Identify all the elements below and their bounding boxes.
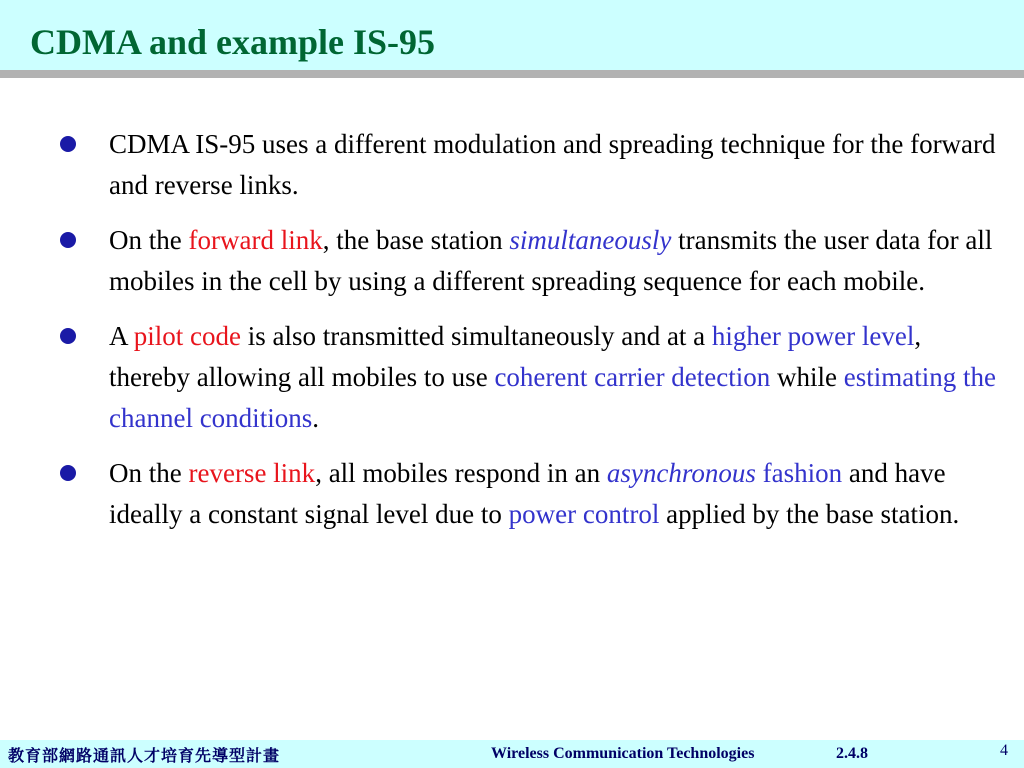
footer-course-title: Wireless Communication Technologies (491, 745, 755, 762)
text-segment: is also transmitted simultaneously and at a (241, 321, 712, 351)
highlight-estimating-channel-conditions: estimating the channel conditions (109, 362, 996, 433)
bullet-item (60, 453, 1000, 535)
bullet-text (109, 321, 996, 433)
bullet-item (60, 316, 1000, 439)
bullet-dot-icon (60, 328, 76, 344)
bullet-list (60, 124, 1000, 549)
bullet-text (109, 458, 959, 529)
page-number: 4 (1000, 742, 1008, 759)
highlight-higher-power-level: higher power level (711, 321, 915, 351)
text-segment: , all mobiles respond in an (315, 458, 607, 488)
highlight-reverse-link: reverse link (188, 458, 316, 488)
bullet-item (60, 220, 1000, 302)
slide-title: CDMA and example IS-95 (30, 22, 436, 62)
highlight-power-control: power control (508, 499, 660, 529)
bullet-item (60, 124, 1000, 206)
highlight-pilot-code: pilot code (133, 321, 241, 351)
text-segment: On the (109, 225, 189, 255)
text-segment: and have ideally a constant signal level due to (109, 458, 946, 529)
text-segment: while (770, 362, 844, 392)
text-segment: applied by the base station. (659, 499, 960, 529)
text-segment: A (109, 321, 134, 351)
highlight-asynchronous: asynchronous (606, 458, 756, 488)
highlight-coherent-carrier-detection: coherent carrier detection (494, 362, 771, 392)
bullet-dot-icon (60, 465, 76, 481)
bullet-dot-icon (60, 232, 76, 248)
text-segment: On the (109, 458, 189, 488)
text-segment: , thereby allowing all mobiles to use (109, 321, 922, 392)
bullet-text (109, 225, 992, 296)
footer-program-name: 教育部網路通訊人才培育先導型計畫 (8, 748, 281, 765)
bullet-text (109, 129, 996, 200)
footer-version: 2.4.8 (836, 745, 868, 762)
title-divider (0, 70, 1024, 78)
text-segment: CDMA IS-95 uses a different modulation and spreading technique for the forward and reverse links. (109, 129, 996, 200)
highlight-fashion: fashion (762, 458, 843, 488)
text-segment: transmits the user data for all mobiles in the cell by using a different spreading sequence for each mobile. (109, 225, 993, 296)
text-segment: . (312, 403, 319, 433)
highlight-forward-link: forward link (188, 225, 323, 255)
highlight-simultaneously: simultaneously (509, 225, 672, 255)
bullet-dot-icon (60, 136, 76, 152)
footer-bar (0, 740, 1024, 768)
text-segment: , the base station (322, 225, 510, 255)
text-segment (756, 458, 763, 488)
title-bar (0, 0, 1024, 70)
